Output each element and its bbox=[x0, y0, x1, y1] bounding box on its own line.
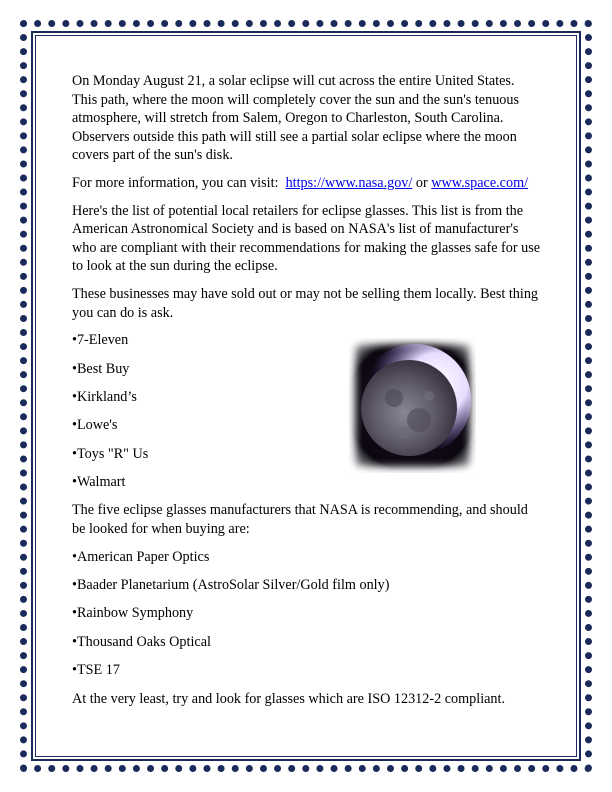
retailer-item: •Toys "R" Us bbox=[72, 445, 149, 462]
retailer-item: •Lowe's bbox=[72, 417, 118, 434]
retailer-item: •Kirkland’s bbox=[72, 388, 137, 405]
manufacturer-item: •TSE 17 bbox=[72, 662, 120, 679]
manufacturer-item: •Thousand Oaks Optical bbox=[72, 633, 211, 650]
eclipse-moon-graphic bbox=[349, 338, 476, 473]
manufacturers-intro-paragraph: The five eclipse glasses manufacturers that NASA is recommending, and should be looked for when buying are: bbox=[72, 502, 528, 538]
more-info-paragraph bbox=[72, 174, 542, 193]
or-text: or bbox=[415, 174, 428, 191]
retailers-intro-paragraph: Here's the list of potential local retailers for eclipse glasses. This list is from the American Astronomical Society and is based on NASA's list of manufacturer's who are compliant with their recommendations for making the glasses safe for use to look at the sun during the eclipse. bbox=[72, 202, 541, 275]
closing-paragraph: At the very least, try and look for glasses which are ISO 12312-2 compliant. bbox=[72, 690, 506, 707]
retailer-item: •Best Buy bbox=[72, 360, 130, 377]
retailer-item: •Walmart bbox=[72, 474, 126, 491]
space-link[interactable]: www.space.com/ bbox=[431, 174, 529, 191]
manufacturer-item: •Rainbow Symphony bbox=[72, 605, 194, 622]
sold-out-paragraph: These businesses may have sold out or may not be selling them locally. Best thing you can do is ask. bbox=[72, 285, 539, 321]
intro-paragraph: On Monday August 21, a solar eclipse will cut across the entire United States. This path, where the moon will completely cover the sun and the sun's tenuous atmosphere, will stretch from Salem, Oregon to Charleston, South Carolina. Observers outside this path will still see a partial solar eclipse where the moon covers part of the sun's disk. bbox=[72, 73, 520, 164]
nasa-link[interactable]: https://www.nasa.gov/ bbox=[285, 174, 413, 191]
eclipse-moon-image bbox=[349, 338, 476, 473]
manufacturer-item: •Baader Planetarium (AstroSolar Silver/Gold film only) bbox=[72, 577, 390, 594]
manufacturer-item: •American Paper Optics bbox=[72, 548, 210, 565]
retailer-item: •7-Eleven bbox=[72, 332, 129, 349]
more-info-prefix: For more information, you can visit: bbox=[72, 174, 279, 191]
